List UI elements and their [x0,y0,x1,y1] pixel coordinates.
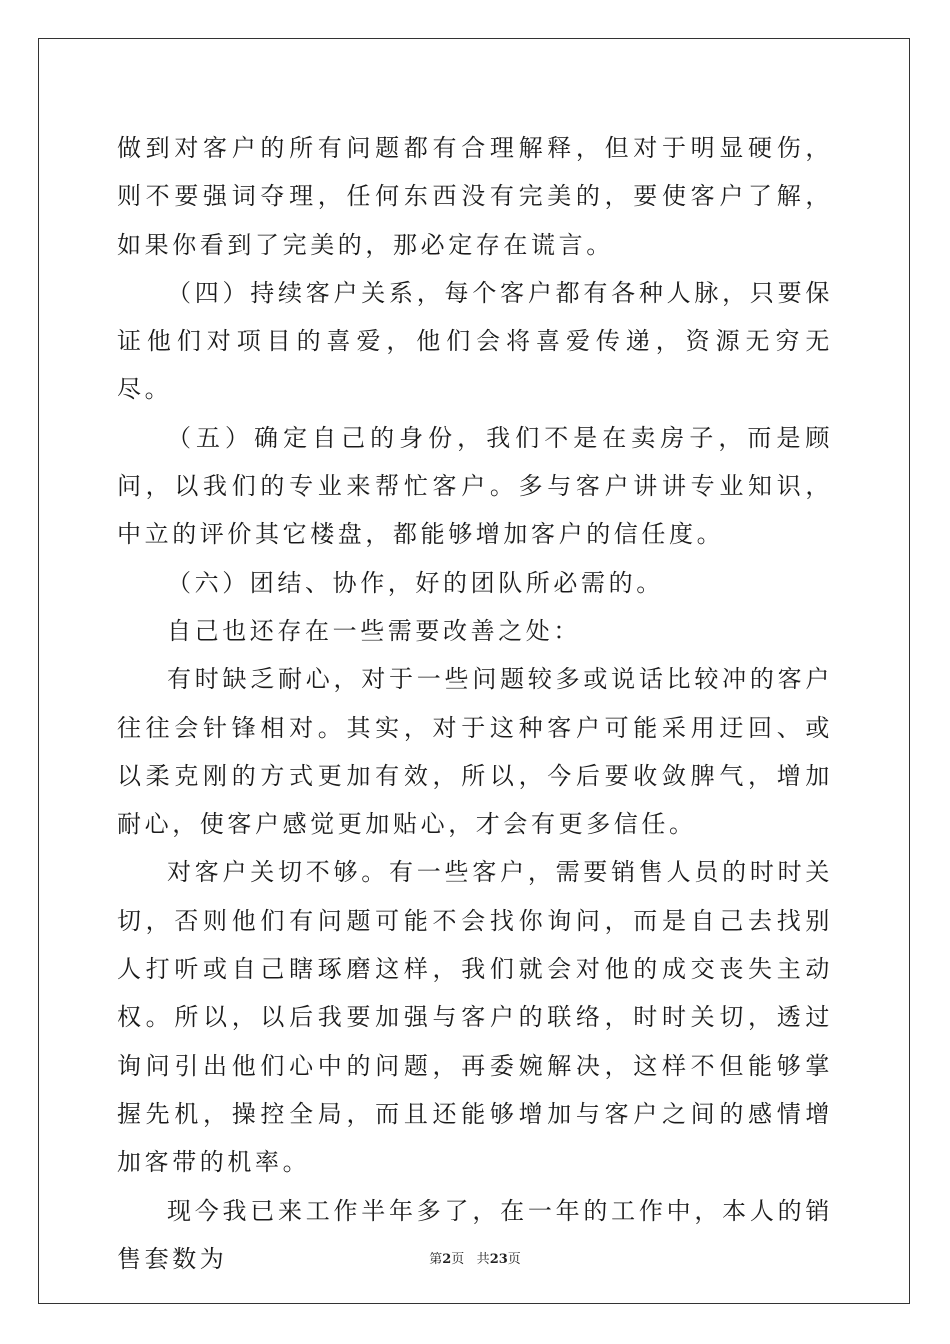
paragraph: 有时缺乏耐心，对于一些问题较多或说话比较冲的客户往往会针锋相对。其实，对于这种客户可能采用迂回、或以柔克刚的方式更加有效，所以，今后要收敛脾气，增加耐心，使客户感觉更加贴心，才会有更多信任。 [117,665,833,839]
paragraph: （六）团结、协作，好的团队所必需的。 [167,568,664,597]
paragraph: 自己也还存在一些需要改善之处： [167,616,581,645]
paragraph: （五）确定自己的身份，我们不是在卖房子，而是顾问，以我们的专业来帮忙客户。多与客户讲讲专业知识，中立的评价其它楼盘，都能够增加客户的信任度。 [117,423,833,549]
total-pages: 23 [489,1252,508,1267]
paragraph: 对客户关切不够。有一些客户，需要销售人员的时时关切，否则他们有问题可能不会找你询问，而是自己去找别人打听或自己瞎琢磨这样，我们就会对他的成交丧失主动权。所以，以后我要加强与客户的联络，时时关切，透过询问引出他们心中的问题，再委婉解决，这样不但能够掌握先机，操控全局，而且还能够增加与客户之间的感情增加客带的机率。 [117,858,833,1177]
page-suffix: 页 [451,1252,465,1267]
total-prefix: 共 [476,1252,490,1267]
paragraph: 现今我已来工作半年多了，在一年的工作中，本人的销售套数为 [117,1196,833,1273]
paragraph: 做到对客户的所有问题都有合理解释，但对于明显硬伤，则不要强词夺理，任何东西没有完美的，要使客户了解，如果你看到了完美的，那必定存在谎言。 [117,134,833,259]
total-suffix: 页 [507,1252,521,1267]
page-footer [0,1248,950,1267]
paragraph: （四）持续客户关系，每个客户都有各种人脉，只要保证他们对项目的喜爱，他们会将喜爱传递，资源无穷无尽。 [117,278,833,404]
page-number: 2 [442,1252,452,1267]
document-body [117,124,833,1283]
page-prefix: 第 [429,1252,443,1267]
